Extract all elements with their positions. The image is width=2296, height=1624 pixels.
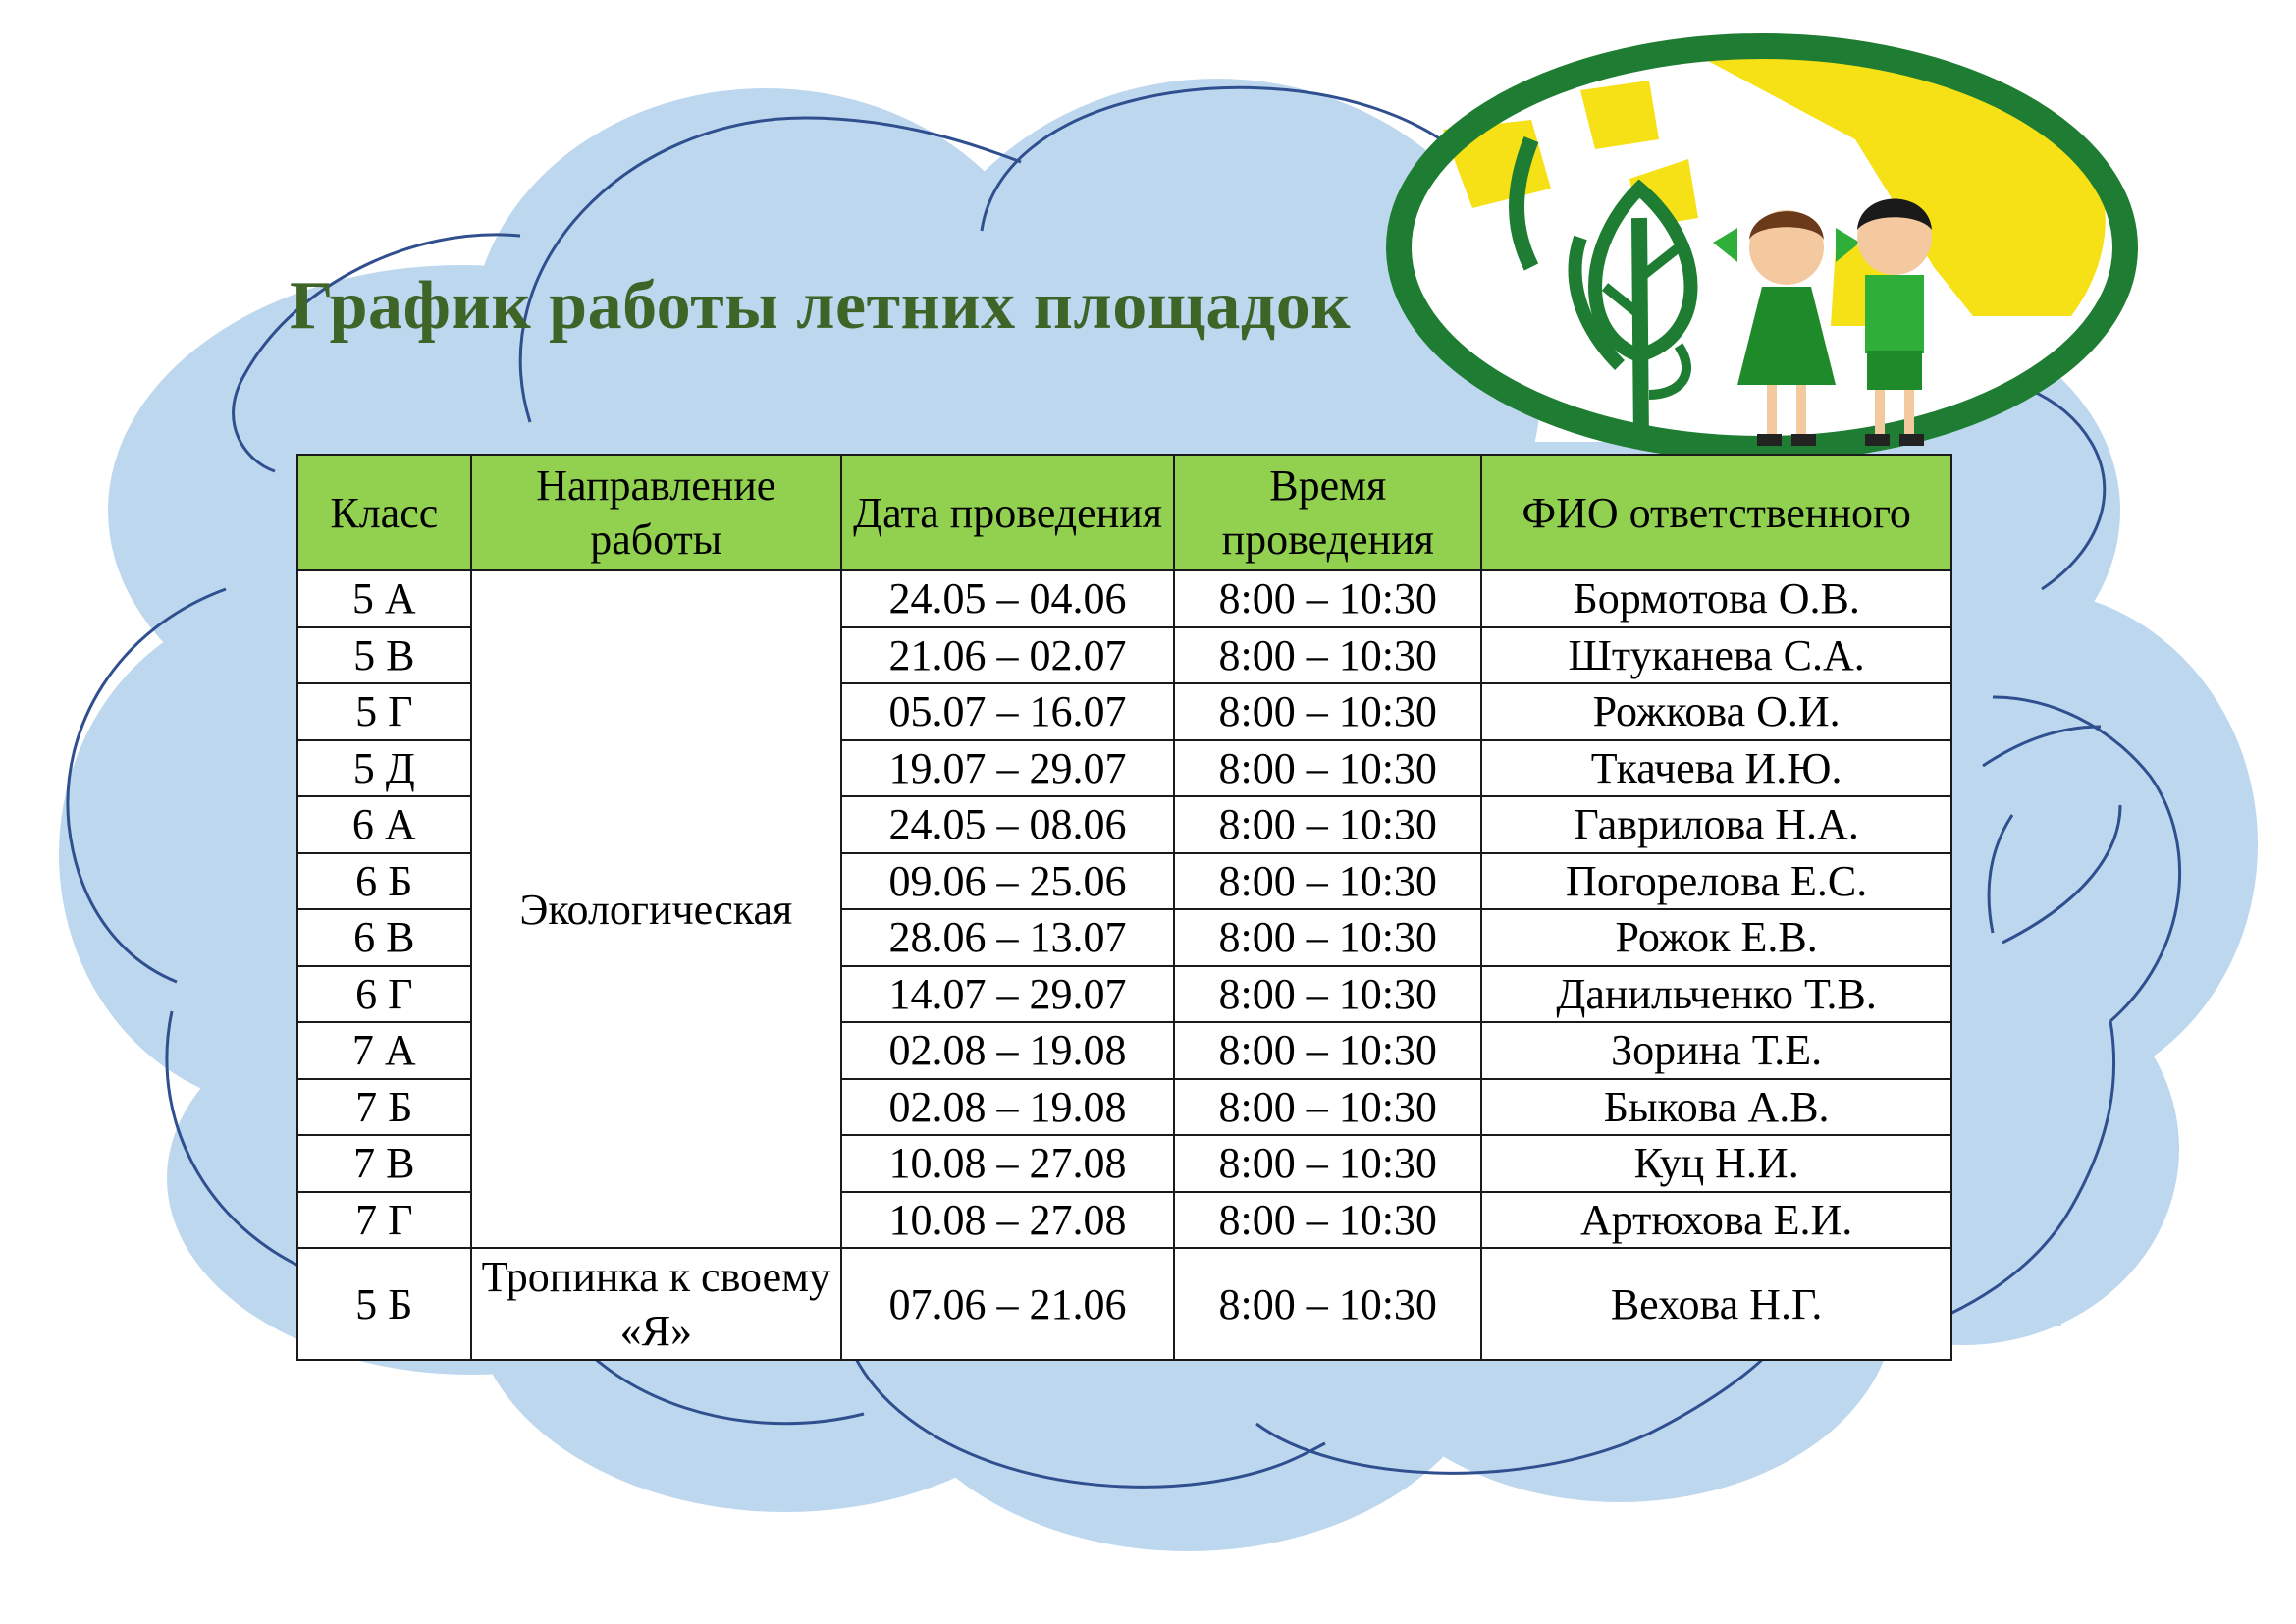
table-row [297, 570, 1951, 627]
cell-class: 6 А [297, 796, 471, 853]
cell-time: 8:00 – 10:30 [1174, 1022, 1481, 1079]
header-date: Дата проведения [841, 455, 1174, 570]
cell-class: 5 В [297, 627, 471, 684]
cell-time: 8:00 – 10:30 [1174, 570, 1481, 627]
header-time: Время проведения [1174, 455, 1481, 570]
cell-direction-path: Тропинка к своему «Я» [471, 1248, 841, 1360]
cell-direction-ecological: Экологическая [471, 570, 841, 1248]
cell-date: 02.08 – 19.08 [841, 1079, 1174, 1136]
page-title: График работы летних площадок [290, 268, 1352, 344]
cell-responsible: Бормотова О.В. [1481, 570, 1951, 627]
cell-responsible: Штуканева С.А. [1481, 627, 1951, 684]
header-class: Класс [297, 455, 471, 570]
cell-date: 19.07 – 29.07 [841, 740, 1174, 797]
cell-class: 7 А [297, 1022, 471, 1079]
cell-responsible: Быкова А.В. [1481, 1079, 1951, 1136]
table-row [297, 1248, 1951, 1360]
cell-class: 5 Г [297, 683, 471, 740]
cell-responsible: Рожок Е.В. [1481, 909, 1951, 966]
cell-class: 5 Д [297, 740, 471, 797]
cell-date: 28.06 – 13.07 [841, 909, 1174, 966]
cell-class: 7 Б [297, 1079, 471, 1136]
cell-class: 6 В [297, 909, 471, 966]
header-responsible: ФИО ответственного [1481, 455, 1951, 570]
cell-time: 8:00 – 10:30 [1174, 796, 1481, 853]
header-direction: Направление работы [471, 455, 841, 570]
cell-responsible: Рожкова О.И. [1481, 683, 1951, 740]
cell-responsible: Ткачева И.Ю. [1481, 740, 1951, 797]
cell-responsible: Погорелова Е.С. [1481, 853, 1951, 910]
cell-responsible: Данильченко Т.В. [1481, 966, 1951, 1023]
cell-date: 14.07 – 29.07 [841, 966, 1174, 1023]
cell-time: 8:00 – 10:30 [1174, 909, 1481, 966]
schedule-table [296, 454, 1952, 1361]
cell-time: 8:00 – 10:30 [1174, 1135, 1481, 1192]
cell-responsible: Вехова Н.Г. [1481, 1248, 1951, 1360]
cell-date: 21.06 – 02.07 [841, 627, 1174, 684]
cell-time: 8:00 – 10:30 [1174, 966, 1481, 1023]
cell-class: 7 В [297, 1135, 471, 1192]
table-header [297, 455, 1951, 570]
cell-date: 10.08 – 27.08 [841, 1135, 1174, 1192]
cell-time: 8:00 – 10:30 [1174, 1248, 1481, 1360]
cell-date: 09.06 – 25.06 [841, 853, 1174, 910]
cell-time: 8:00 – 10:30 [1174, 683, 1481, 740]
cell-date: 24.05 – 08.06 [841, 796, 1174, 853]
cell-time: 8:00 – 10:30 [1174, 1079, 1481, 1136]
cell-time: 8:00 – 10:30 [1174, 627, 1481, 684]
cell-time: 8:00 – 10:30 [1174, 740, 1481, 797]
cell-responsible: Куц Н.И. [1481, 1135, 1951, 1192]
cell-responsible: Артюхова Е.И. [1481, 1192, 1951, 1249]
cell-responsible: Гаврилова Н.А. [1481, 796, 1951, 853]
cell-date: 10.08 – 27.08 [841, 1192, 1174, 1249]
cell-date: 05.07 – 16.07 [841, 683, 1174, 740]
cell-class: 5 А [297, 570, 471, 627]
cell-class: 6 Г [297, 966, 471, 1023]
cell-responsible: Зорина Т.Е. [1481, 1022, 1951, 1079]
cell-date: 02.08 – 19.08 [841, 1022, 1174, 1079]
header-row [297, 455, 1951, 570]
cell-date: 07.06 – 21.06 [841, 1248, 1174, 1360]
logo-emblem-icon [1384, 22, 2140, 473]
cell-class: 6 Б [297, 853, 471, 910]
cell-class: 5 Б [297, 1248, 471, 1360]
cell-time: 8:00 – 10:30 [1174, 853, 1481, 910]
cell-class: 7 Г [297, 1192, 471, 1249]
cell-time: 8:00 – 10:30 [1174, 1192, 1481, 1249]
table-body [297, 570, 1951, 1360]
cell-date: 24.05 – 04.06 [841, 570, 1174, 627]
